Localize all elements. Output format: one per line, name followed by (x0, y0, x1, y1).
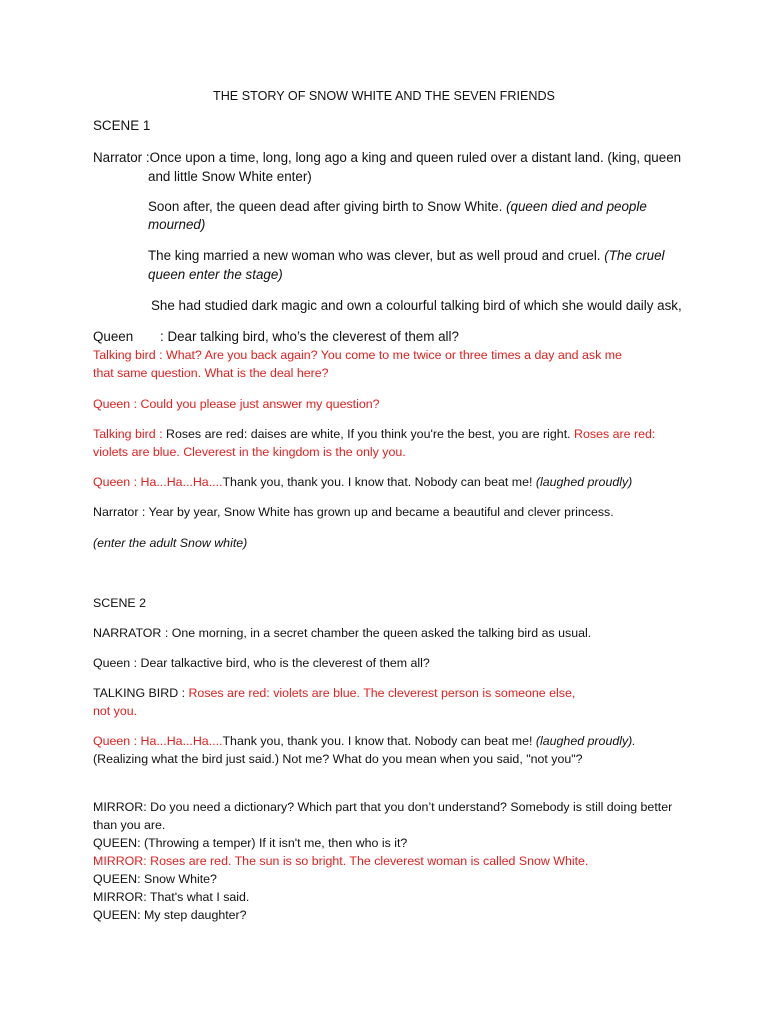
stage-direction: (queen died and people (506, 199, 647, 214)
stage-direction: (The cruel (604, 248, 665, 263)
stage-direction: (laughed proudly) (535, 475, 633, 489)
queen-line-3-text: Thank you, thank you. I know that. Nobody can beat me! (222, 475, 536, 489)
stage-direction-enter: (enter the adult Snow white) (93, 536, 248, 550)
scene2-narrator: NARRATOR : One morning, in a secret chamber the queen asked the talking bird as usual. (93, 626, 592, 640)
bird-speaker: TALKING BIRD : (93, 686, 189, 700)
mirror-line-3: MIRROR: That's what I said. (93, 890, 250, 904)
narration-p3-line-2: queen enter the stage) (148, 267, 283, 282)
narrator-line-2: and little Snow White enter) (148, 169, 312, 184)
bird-rhyme-red: Roses are red: violets are blue. The cleverest person is someone else, (188, 686, 576, 700)
scene2-queen-2 (93, 732, 636, 750)
queen-line-2: Queen : Could you please just answer my question? (93, 397, 380, 411)
scene2-queen-2b: (Realizing what the bird just said.) Not me? What do you mean when you said, "not you"? (93, 752, 583, 766)
mirror-line-1: MIRROR: Do you need a dictionary? Which part that you don’t understand? Somebody is still doing better (93, 800, 673, 814)
narrator-speaker: Narrator : (93, 150, 150, 165)
queen-line-snow-white: QUEEN: Snow White? (93, 872, 217, 886)
queen-laugh: Queen : Ha...Ha...Ha.... (93, 475, 223, 489)
queen-speaker: Queen (93, 329, 134, 344)
narrator-line-1 (93, 149, 681, 167)
bird-line-2 (93, 425, 655, 443)
narrator-line-3: Narrator : Year by year, Snow White has grown up and became a beautiful and clever princess. (93, 505, 614, 519)
mirror-line-2: MIRROR: Roses are red. The sun is so bright. The cleverest woman is called Snow White. (93, 854, 589, 868)
bird-line-1b: that same question. What is the deal here? (93, 366, 329, 380)
scene2-bird-line-2: not you. (93, 704, 138, 718)
narration-p2-text: Soon after, the queen dead after giving birth to Snow White. (148, 199, 507, 214)
queen-line-3 (93, 473, 632, 491)
bird-speaker: Talking bird : (93, 427, 166, 441)
mirror-line-1b: than you are. (93, 818, 166, 832)
scene2-bird-line (93, 684, 575, 702)
queen-line-1: : Dear talking bird, who’s the cleverest of them all? (160, 329, 459, 344)
scene2-heading: SCENE 2 (93, 596, 147, 610)
bird-rhyme: Roses are red: daises are white, If you think you're the best, you are right. (166, 427, 575, 441)
queen-line-text: Thank you, thank you. I know that. Nobody can beat me! (222, 734, 536, 748)
scene2-queen-1: Queen : Dear talkactive bird, who is the cleverest of them all? (93, 656, 430, 670)
queen-laugh: Queen : Ha...Ha...Ha.... (93, 734, 223, 748)
document-title: THE STORY OF SNOW WHITE AND THE SEVEN FRIENDS (213, 89, 555, 103)
narration-p2-line-2: mourned) (148, 217, 206, 232)
bird-line-2b: violets are blue. Cleverest in the kingdom is the only you. (93, 445, 406, 459)
scene1-heading: SCENE 1 (93, 118, 151, 133)
narration-p3-line-1 (148, 247, 665, 265)
narration-p3-text: The king married a new woman who was clever, but as well proud and cruel. (148, 248, 605, 263)
narrator-text-1: Once upon a time, long, long ago a king and queen ruled over a distant land. (king, queen (149, 150, 682, 165)
stage-direction: (laughed proudly). (535, 734, 636, 748)
queen-line-step-daughter: QUEEN: My step daughter? (93, 908, 247, 922)
bird-rhyme-red: Roses are red: (574, 427, 656, 441)
bird-line-1: Talking bird : What? Are you back again? You come to me twice or three times a day and ask me (93, 348, 622, 362)
narration-p2-line-1 (148, 198, 647, 216)
queen-line-temper: QUEEN: (Throwing a temper) If it isn't me, then who is it? (93, 836, 408, 850)
narration-p4: She had studied dark magic and own a colourful talking bird of which she would daily ask, (151, 298, 682, 313)
